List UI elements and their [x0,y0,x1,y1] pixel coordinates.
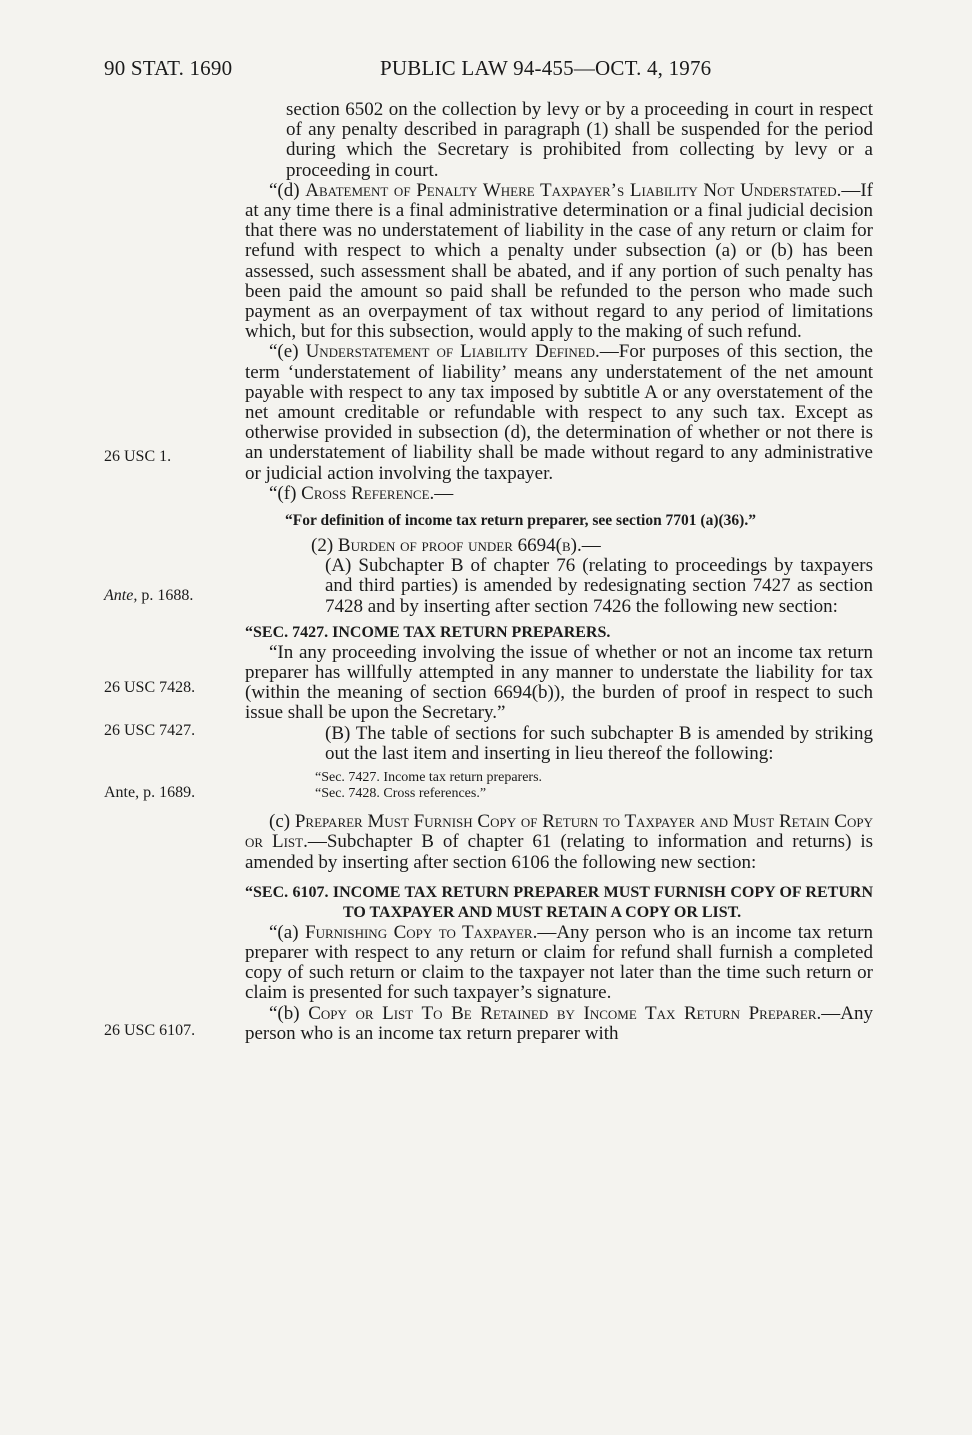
paragraph-2-open: (2) [311,535,338,557]
margin-note-ante-italic: Ante, [104,587,138,604]
subsection-e-open: “(e) [269,341,306,363]
subsection-c [245,812,873,873]
table-item-7427: “Sec. 7427. Income tax return preparers. [315,770,543,786]
paragraph-2-dash: — [581,535,601,557]
subsection-f-heading: Cross Reference. [301,482,435,504]
subsection-d [245,181,873,343]
margin-note-26usc7427: 26 USC 7427. [104,722,196,739]
sec-6107-heading: “SEC. 6107. INCOME TAX RETURN PREPARER MUST FURNISH COPY OF RETURN TO TAXPAYER AND MUST RETAIN A COPY OR LIST. [245,883,873,921]
subsection-6107-b [245,1004,873,1044]
subsection-c-text: —Subchapter B of chapter 61 (relating to information and returns) is amended by inserting after section 6106 the following new section: [245,831,873,873]
subsection-f [245,484,873,504]
table-item-7428: “Sec. 7428. Cross references.” [315,786,487,802]
subparagraph-A: (A) Subchapter B of chapter 76 (relating to proceedings by taxpayers and third parties) is amended by redesignating section 7427 as section 7428 and by inserting after section 7426 the following new section: [325,555,873,617]
cross-reference-text: “For definition of income tax return preparer, see section 7701 (a)(36).” [285,512,756,530]
subsection-c-heading: Preparer Must Furnish Copy of Return to Taxpayer and Must Retain Copy or List. [245,811,873,853]
subsection-e-text: —For purposes of this section, the term ‘understatement of liability’ means any understatement of the net amount payable with respect to any tax imposed by subtitle A or any overstatement of the net amount creditable or refundable with respect to any such tax. Except as otherwise provided in subsection (d), the determination of whether or not there is an understatement of liability shall be made without regard to any administrative or judicial action involving the taxpayer. [245,341,873,484]
subparagraph-B: (B) The table of sections for such subchapter B is amended by striking out the last item and inserting in lieu thereof the following: [325,722,873,764]
subsection-d-open: “(d) [269,179,306,201]
subsection-e [245,342,873,483]
margin-note-ante-1688 [104,587,193,605]
margin-note-ante-1689: Ante, p. 1689. [104,784,196,801]
subsection-6107-b-text: —Any person who is an income tax return preparer with [245,1002,873,1044]
margin-note-26usc1: 26 USC 1. [104,448,172,465]
sec-7427-text: “In any proceeding involving the issue of whether or not an income tax return preparer has willfully attempted in any manner to understate the liability for tax (within the meaning of section 6694(b)), the burden of proof in respect to such issue shall be upon the Secretary.” [245,641,873,724]
subsection-6107-a-open: “(a) [269,921,306,943]
subsection-6107-b-heading: Copy or List To Be Retained by Income Tax Return Preparer. [308,1002,822,1024]
subsection-f-open: “(f) [269,482,302,504]
subsection-d-heading: Abatement of Penalty Where Taxpayer’s Liability Not Understated. [305,179,842,201]
main-text-column [245,100,873,1044]
subsection-c-open: (c) [269,811,295,833]
subsection-6107-a-heading: Furnishing Copy to Taxpayer. [305,921,538,943]
paragraph-continuation: section 6502 on the collection by levy or by a proceeding in court in respect of any penalty described in paragraph (1) shall be suspended for the period during which the Secretary is prohibited from collecting by levy or a proceeding in court. [286,99,873,181]
paragraph-2-heading: Burden of proof under 6694(b). [337,535,582,557]
margin-note-26usc6107: 26 USC 6107. [104,1022,196,1039]
page-stat-number: 90 STAT. 1690 [104,56,233,80]
subsection-6107-a [245,923,873,1004]
subsection-e-heading: Understatement of Liability Defined. [305,341,600,363]
page-running-title: PUBLIC LAW 94-455—OCT. 4, 1976 [380,56,712,80]
table-of-sections [245,770,873,802]
subsection-6107-b-open: “(b) [269,1002,309,1024]
margin-note-26usc7428: 26 USC 7428. [104,679,196,696]
subsection-f-dash: — [434,482,454,504]
subsection-d-text: —If at any time there is a final administrative determination or a final judicial decision that there was no understatement of liability in the case of any return or claim for refund with respect to which a penalty under subsection (a) or (b) has been assessed, such assessment shall be abated, and if any portion of such penalty has been paid the amount so paid shall be refunded to the person who made such payment as an overpayment of tax without regard to any period of limitations which, but for this subsection, would apply to the making of such refund. [245,179,873,343]
margin-note-ante-page: p. 1688. [137,587,194,604]
paragraph-2 [245,536,873,556]
sec-7427-heading: “SEC. 7427. INCOME TAX RETURN PREPARERS. [245,623,611,641]
subsection-6107-a-text: —Any person who is an income tax return preparer with respect to any return or claim for refund shall furnish a completed copy of such return or claim to the taxpayer not later than the time such return or claim is presented for such taxpayer’s signature. [245,921,873,1004]
